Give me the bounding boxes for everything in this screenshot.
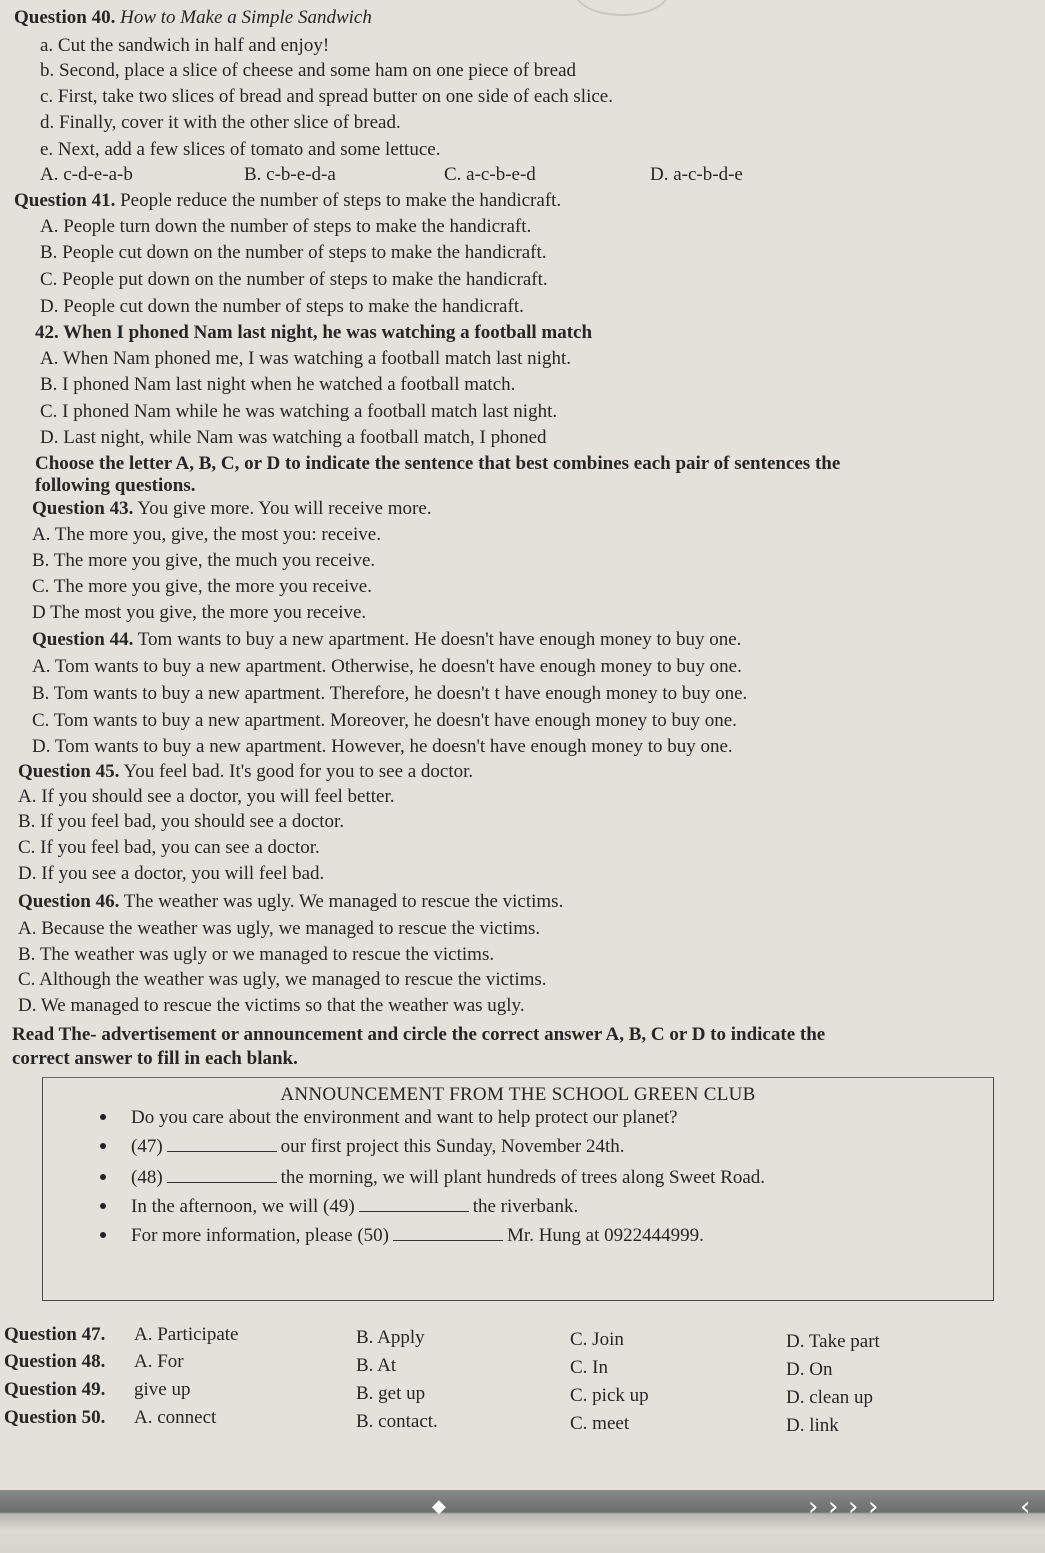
chevron-right-icon: › <box>848 1492 859 1522</box>
footer-decorative-bar <box>0 1490 1045 1553</box>
q42-stem: 42. When I phoned Nam last night, he was watching a football match <box>35 322 593 343</box>
q44-option-a[interactable]: A. Tom wants to buy a new apartment. Otherwise, he doesn't have enough money to buy one. <box>32 656 742 677</box>
q47-option-d[interactable]: D. Take part <box>786 1331 880 1352</box>
q40-step-d: d. Finally, cover it with the other slice of bread. <box>40 112 401 133</box>
announcement-bullet-5 <box>131 1224 704 1248</box>
q43-option-b[interactable]: B. The more you give, the much you receive. <box>32 550 376 571</box>
q44-option-d[interactable]: D. Tom wants to buy a new apartment. However, he doesn't have enough money to buy one. <box>32 736 733 757</box>
q41-stem: People reduce the number of steps to make the handicraft. <box>120 190 562 211</box>
announcement-box <box>42 1077 994 1301</box>
chevron-right-icon: › <box>808 1492 819 1522</box>
blank-48[interactable] <box>167 1168 277 1183</box>
q44-option-c[interactable]: C. Tom wants to buy a new apartment. Moreover, he doesn't have enough money to buy one. <box>32 710 737 731</box>
q40-step-e: e. Next, add a few slices of tomato and some lettuce. <box>40 139 441 160</box>
q40-option-c[interactable]: C. a-c-b-e-d <box>444 164 536 185</box>
q45-label: Question 45. <box>18 761 120 782</box>
q47-option-a[interactable]: A. Participate <box>134 1324 239 1345</box>
q50-option-c[interactable]: C. meet <box>570 1413 630 1434</box>
blank-49[interactable] <box>359 1197 469 1212</box>
q41-heading <box>14 189 561 213</box>
q45-option-a[interactable]: A. If you should see a doctor, you will feel better. <box>18 786 395 807</box>
q48-option-a[interactable]: A. For <box>134 1351 184 1372</box>
q46-stem: The weather was ugly. We managed to rescue the victims. <box>123 891 564 912</box>
q45-option-d[interactable]: D. If you see a doctor, you will feel bad. <box>18 863 325 884</box>
bullet-4-end: the riverbank. <box>472 1196 579 1217</box>
q40-step-c: c. First, take two slices of bread and spread butter on one side of each slice. <box>40 86 613 107</box>
q40-step-b: b. Second, place a slice of cheese and some ham on one piece of bread <box>40 60 576 81</box>
chevron-left-icon: ‹ <box>1020 1492 1031 1522</box>
chevron-right-icon: › <box>828 1492 839 1522</box>
q49-label: Question 49. <box>4 1379 106 1400</box>
q45-stem: You feel bad. It's good for you to see a doctor. <box>123 761 474 782</box>
instruction-combine-line2: following questions. <box>35 475 196 496</box>
q45-option-c[interactable]: C. If you feel bad, you can see a doctor. <box>18 837 320 858</box>
q40-option-a[interactable]: A. c-d-e-a-b <box>40 164 133 185</box>
announcement-bullet-4 <box>131 1195 578 1219</box>
q40-option-d[interactable]: D. a-c-b-d-e <box>650 164 743 185</box>
bullet-3-text: the morning, we will plant hundreds of trees along Sweet Road. <box>280 1167 766 1188</box>
announcement-bullet-1: Do you care about the environment and want to help protect our planet? <box>131 1107 678 1128</box>
q43-option-d[interactable]: D The most you give, the more you receive. <box>32 602 367 623</box>
q44-heading <box>32 628 741 652</box>
bullet-5-end: Mr. Hung at 0922444999. <box>507 1225 704 1246</box>
bullet-4-text: In the afternoon, we will (49) <box>131 1196 355 1217</box>
q45-option-b[interactable]: B. If you feel bad, you should see a doctor. <box>18 811 345 832</box>
bullet-dot <box>100 1174 106 1180</box>
q48-option-b[interactable]: B. At <box>356 1355 397 1376</box>
q43-label: Question 43. <box>32 498 134 519</box>
bullet-dot <box>100 1203 106 1209</box>
instruction-read-line1: Read The- advertisement or announcement and circle the correct answer A, B, C or D to indicate the <box>12 1024 826 1045</box>
q50-option-a[interactable]: A. connect <box>134 1407 217 1428</box>
q46-option-d[interactable]: D. We managed to rescue the victims so that the weather was ugly. <box>18 995 525 1016</box>
q46-option-a[interactable]: A. Because the weather was ugly, we managed to rescue the victims. <box>18 918 541 939</box>
q43-option-c[interactable]: C. The more you give, the more you receive. <box>32 576 372 597</box>
blank-47-label: (47) <box>131 1136 163 1157</box>
q40-option-b[interactable]: B. c-b-e-d-a <box>244 164 336 185</box>
q43-option-a[interactable]: A. The more you, give, the most you: receive. <box>32 524 381 545</box>
q40-label: Question 40. <box>14 7 116 28</box>
q43-heading <box>32 497 432 521</box>
q48-option-d[interactable]: D. On <box>786 1359 833 1380</box>
announcement-bullet-2 <box>131 1135 625 1159</box>
q42-option-b[interactable]: B. I phoned Nam last night when he watched a football match. <box>40 374 516 395</box>
q42-option-d[interactable]: D. Last night, while Nam was watching a football match, I phoned <box>40 427 547 448</box>
q40-heading <box>14 6 372 30</box>
bullet-dot <box>100 1114 106 1120</box>
chevron-right-icon: › <box>868 1492 879 1522</box>
q47-option-c[interactable]: C. Join <box>570 1329 624 1350</box>
instruction-combine-line1: Choose the letter A, B, C, or D to indicate the sentence that best combines each pair of sentences the <box>35 453 841 474</box>
q46-option-b[interactable]: B. The weather was ugly or we managed to rescue the victims. <box>18 944 495 965</box>
bullet-dot <box>100 1232 106 1238</box>
q42-option-a[interactable]: A. When Nam phoned me, I was watching a football match last night. <box>40 348 571 369</box>
q41-option-d[interactable]: D. People cut down the number of steps to make the handicraft. <box>40 296 524 317</box>
blank-50[interactable] <box>393 1226 503 1241</box>
q50-option-d[interactable]: D. link <box>786 1415 839 1436</box>
page-corner-curve <box>575 0 669 16</box>
q40-title: How to Make a Simple Sandwich <box>120 7 372 28</box>
blank-47[interactable] <box>167 1137 277 1152</box>
blank-48-label: (48) <box>131 1167 163 1188</box>
q44-label: Question 44. <box>32 629 134 650</box>
q41-option-b[interactable]: B. People cut down on the number of steps to make the handicraft. <box>40 242 547 263</box>
bullet-dot <box>100 1143 106 1149</box>
q49-option-b[interactable]: B. get up <box>356 1383 426 1404</box>
q50-option-b[interactable]: B. contact. <box>356 1411 438 1432</box>
announcement-title: ANNOUNCEMENT FROM THE SCHOOL GREEN CLUB <box>280 1084 756 1105</box>
q49-option-a[interactable]: give up <box>134 1379 191 1400</box>
q46-option-c[interactable]: C. Although the weather was ugly, we managed to rescue the victims. <box>18 969 547 990</box>
instruction-read-line2: correct answer to fill in each blank. <box>12 1048 298 1069</box>
q41-option-c[interactable]: C. People put down on the number of steps to make the handicraft. <box>40 269 548 290</box>
q45-heading <box>18 760 473 784</box>
q49-option-d[interactable]: D. clean up <box>786 1387 874 1408</box>
q42-option-c[interactable]: C. I phoned Nam while he was watching a football match last night. <box>40 401 558 422</box>
announcement-bullet-3 <box>131 1166 765 1190</box>
q48-label: Question 48. <box>4 1351 106 1372</box>
q40-step-a: a. Cut the sandwich in half and enjoy! <box>40 35 330 56</box>
q44-option-b[interactable]: B. Tom wants to buy a new apartment. Therefore, he doesn't t have enough money to buy one. <box>32 683 748 704</box>
q50-label: Question 50. <box>4 1407 106 1428</box>
diamond-icon: ◆ <box>432 1496 446 1517</box>
q49-option-c[interactable]: C. pick up <box>570 1385 649 1406</box>
q46-label: Question 46. <box>18 891 120 912</box>
q41-option-a[interactable]: A. People turn down the number of steps to make the handicraft. <box>40 216 532 237</box>
q48-option-c[interactable]: C. In <box>570 1357 608 1378</box>
q44-stem: Tom wants to buy a new apartment. He doesn't have enough money to buy one. <box>137 629 742 650</box>
q41-label: Question 41. <box>14 190 116 211</box>
q43-stem: You give more. You will receive more. <box>137 498 432 519</box>
bullet-2-text: our first project this Sunday, November 24th. <box>280 1136 625 1157</box>
q46-heading <box>18 890 563 914</box>
q47-option-b[interactable]: B. Apply <box>356 1327 425 1348</box>
bullet-5-text: For more information, please (50) <box>131 1225 390 1246</box>
q47-label: Question 47. <box>4 1324 106 1345</box>
